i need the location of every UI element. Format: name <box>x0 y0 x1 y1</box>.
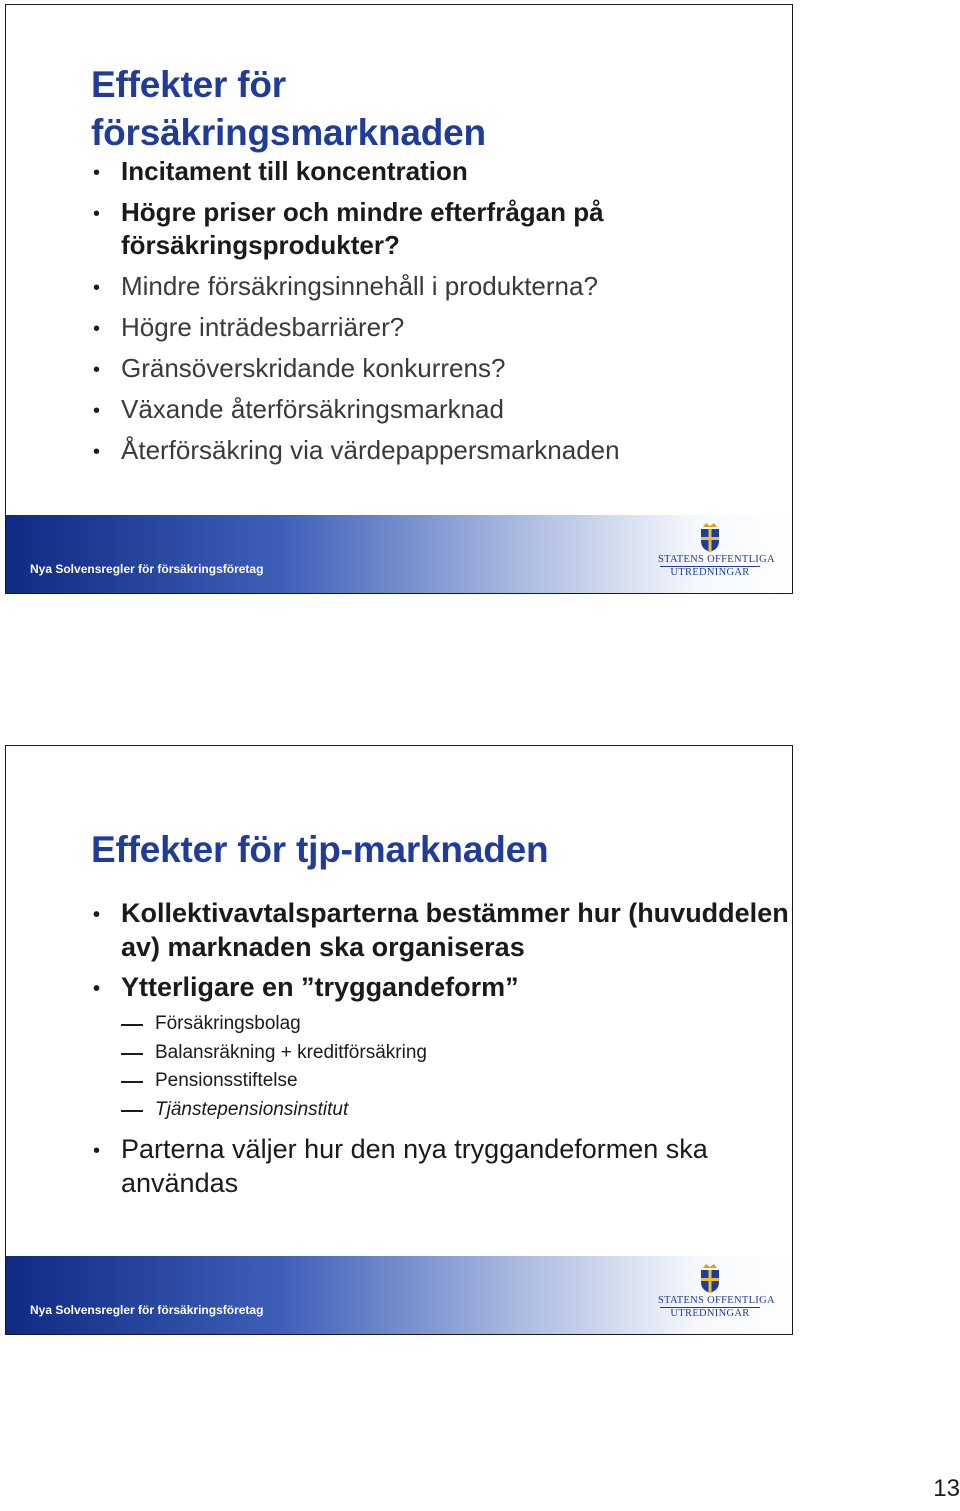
sub-list-item: Balansräkning + kreditförsäkring <box>121 1039 792 1068</box>
list-item: • Mindre försäkringsinnehåll i produkterna? <box>6 270 792 303</box>
slide-footer <box>6 515 792 593</box>
bullet-icon: • <box>93 441 101 463</box>
bullet-icon: • <box>93 1140 101 1162</box>
logo-line-2: UTREDNINGAR <box>670 567 750 578</box>
slide-2 <box>5 745 793 1335</box>
bullet-icon: • <box>93 400 101 422</box>
dash-icon <box>121 1053 143 1055</box>
slide-title <box>91 61 486 157</box>
title-line-1: Effekter för <box>91 64 286 105</box>
logo-line-2: UTREDNINGAR <box>670 1308 750 1319</box>
page-number: 13 <box>933 1475 960 1502</box>
crest-icon <box>697 1262 723 1294</box>
list-item: • Växande återförsäkringsmarknad <box>6 393 792 426</box>
dash-icon <box>121 1081 143 1083</box>
bullet-icon: • <box>93 277 101 299</box>
bullet-icon: • <box>93 162 101 184</box>
list-item: • Gränsöverskridande konkurrens? <box>6 352 792 385</box>
bullet-icon: • <box>93 318 101 340</box>
logo-line-1: STATENS OFFENTLIGA <box>658 554 775 565</box>
list-item: • Återförsäkring via värdepappersmarknaden <box>6 434 792 467</box>
footer-text: Nya Solvensregler för försäkringsföretag <box>30 1303 264 1317</box>
bullet-icon: • <box>93 978 101 1000</box>
logo-line-1: STATENS OFFENTLIGA <box>658 1295 775 1306</box>
bullet-icon: • <box>93 203 101 225</box>
slide-title: Effekter för tjp-marknaden <box>91 829 549 870</box>
slide-footer <box>6 1256 792 1334</box>
slide-1 <box>5 4 793 594</box>
list-item: • Högre inträdesbarriärer? <box>6 311 792 344</box>
dash-icon <box>121 1110 143 1112</box>
sub-list-item: Försäkringsbolag <box>121 1010 792 1039</box>
list-item: • Ytterligare en ”tryggandeform” Försäkringsbolag Balansräkning + kreditförsäkring Pensionsstiftelse Tjänstepensionsinstitut <box>6 970 792 1124</box>
title-line-2: försäkringsmarknaden <box>91 112 486 153</box>
list-item: • Högre priser och mindre efterfrågan på försäkringsprodukter? <box>93 197 604 260</box>
bullet-list <box>6 896 792 1206</box>
bullet-list <box>6 155 792 475</box>
bullet-icon: • <box>93 359 101 381</box>
bullet-icon: • <box>93 904 101 926</box>
sou-logo <box>658 1262 775 1324</box>
sub-bullet-list <box>121 1010 792 1124</box>
sub-list-item: Tjänstepensionsinstitut <box>121 1096 792 1125</box>
sub-list-item: Pensionsstiftelse <box>121 1067 792 1096</box>
list-item: • Parterna väljer hur den nya tryggandeformen ska användas <box>93 1134 708 1198</box>
footer-text: Nya Solvensregler för försäkringsföretag <box>30 562 264 576</box>
crest-icon <box>697 521 723 553</box>
list-item: • Kollektivavtalsparterna bestämmer hur (huvuddelen av) marknaden ska organiseras <box>93 898 789 962</box>
list-item: • Incitament till koncentration <box>6 155 792 188</box>
dash-icon <box>121 1024 143 1026</box>
sou-logo <box>658 521 775 583</box>
